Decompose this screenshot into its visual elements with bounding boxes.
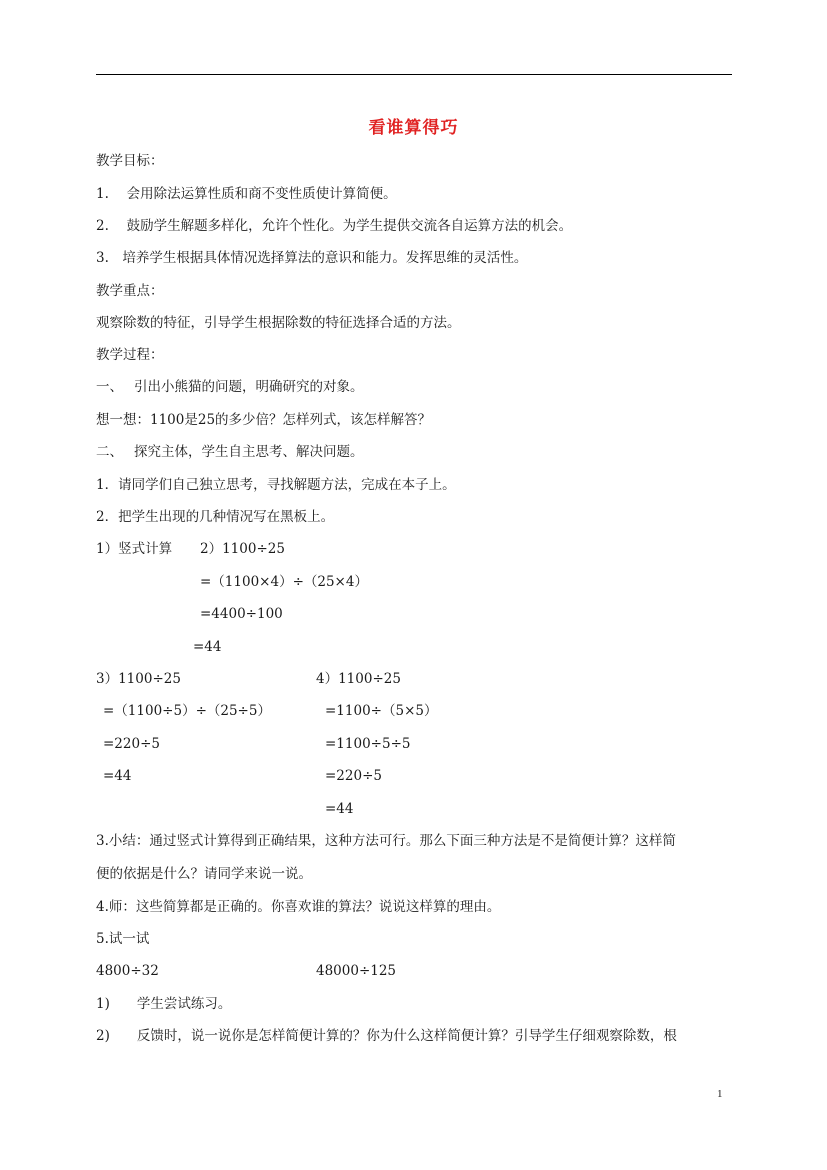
exercise-1: 4800÷32 xyxy=(96,963,159,979)
method-1-label: 1）竖式计算 xyxy=(96,541,173,557)
text-line: 观察除数的特征，引导学生根据除数的特征选择合适的方法。 xyxy=(96,315,461,331)
text-line: 教学过程： xyxy=(96,347,164,363)
text-line: 二、 探究主体，学生自主思考、解决问题。 xyxy=(96,444,364,460)
method-3-step: =44 xyxy=(103,768,132,784)
text-line: 3.小结：通过竖式计算得到正确结果，这种方法可行。那么下面三种方法是不是简便计算？这样简 xyxy=(96,833,676,849)
method-4-step: =44 xyxy=(325,801,354,817)
text-line: 便的依据是什么？请同学来说一说。 xyxy=(96,866,312,882)
exercise-2: 48000÷125 xyxy=(316,963,397,979)
text-line: 4.师：这些简算都是正确的。你喜欢谁的算法？说说这样算的理由。 xyxy=(96,899,501,915)
method-4-label: 4）1100÷25 xyxy=(316,671,401,687)
method-3-step: =（1100÷5）÷（25÷5） xyxy=(103,703,271,719)
method-2-step: =44 xyxy=(193,639,222,655)
text-line: 教学目标： xyxy=(96,153,164,169)
method-4-step: =1100÷（5×5） xyxy=(325,703,438,719)
text-line: 1．请同学们自己独立思考，寻找解题方法，完成在本子上。 xyxy=(96,477,456,493)
method-4-step: =1100÷5÷5 xyxy=(325,736,411,752)
text-line: 想一想：1100是25的多少倍？怎样列式，该怎样解答？ xyxy=(96,412,432,428)
method-4-step: =220÷5 xyxy=(325,768,382,784)
text-line: 3. 培养学生根据具体情况选择算法的意识和能力。发挥思维的灵活性。 xyxy=(96,250,528,266)
method-3-label: 3）1100÷25 xyxy=(96,671,181,687)
method-3-step: =220÷5 xyxy=(103,736,160,752)
page-number: 1 xyxy=(717,1088,723,1100)
text-line: 2) 反馈时，说一说你是怎样简便计算的？你为什么这样简便计算？引导学生仔细观察除数，根 xyxy=(96,1028,677,1044)
header-rule xyxy=(96,74,732,75)
page-title: 看谁算得巧 xyxy=(368,118,459,138)
text-line: 一、 引出小熊猫的问题，明确研究的对象。 xyxy=(96,379,364,395)
method-2-label: 2）1100÷25 xyxy=(200,541,285,557)
method-2-step: =（1100×4）÷（25×4） xyxy=(200,574,368,590)
method-2-step: =4400÷100 xyxy=(200,606,283,622)
text-line: 1) 学生尝试练习。 xyxy=(96,996,232,1012)
text-line: 2．把学生出现的几种情况写在黑板上。 xyxy=(96,509,335,525)
text-line: 1. 会用除法运算性质和商不变性质使计算简便。 xyxy=(96,186,397,202)
text-line: 5.试一试 xyxy=(96,931,150,947)
text-line: 教学重点： xyxy=(96,283,164,299)
text-line: 2. 鼓励学生解题多样化，允许个性化。为学生提供交流各自运算方法的机会。 xyxy=(96,218,573,234)
